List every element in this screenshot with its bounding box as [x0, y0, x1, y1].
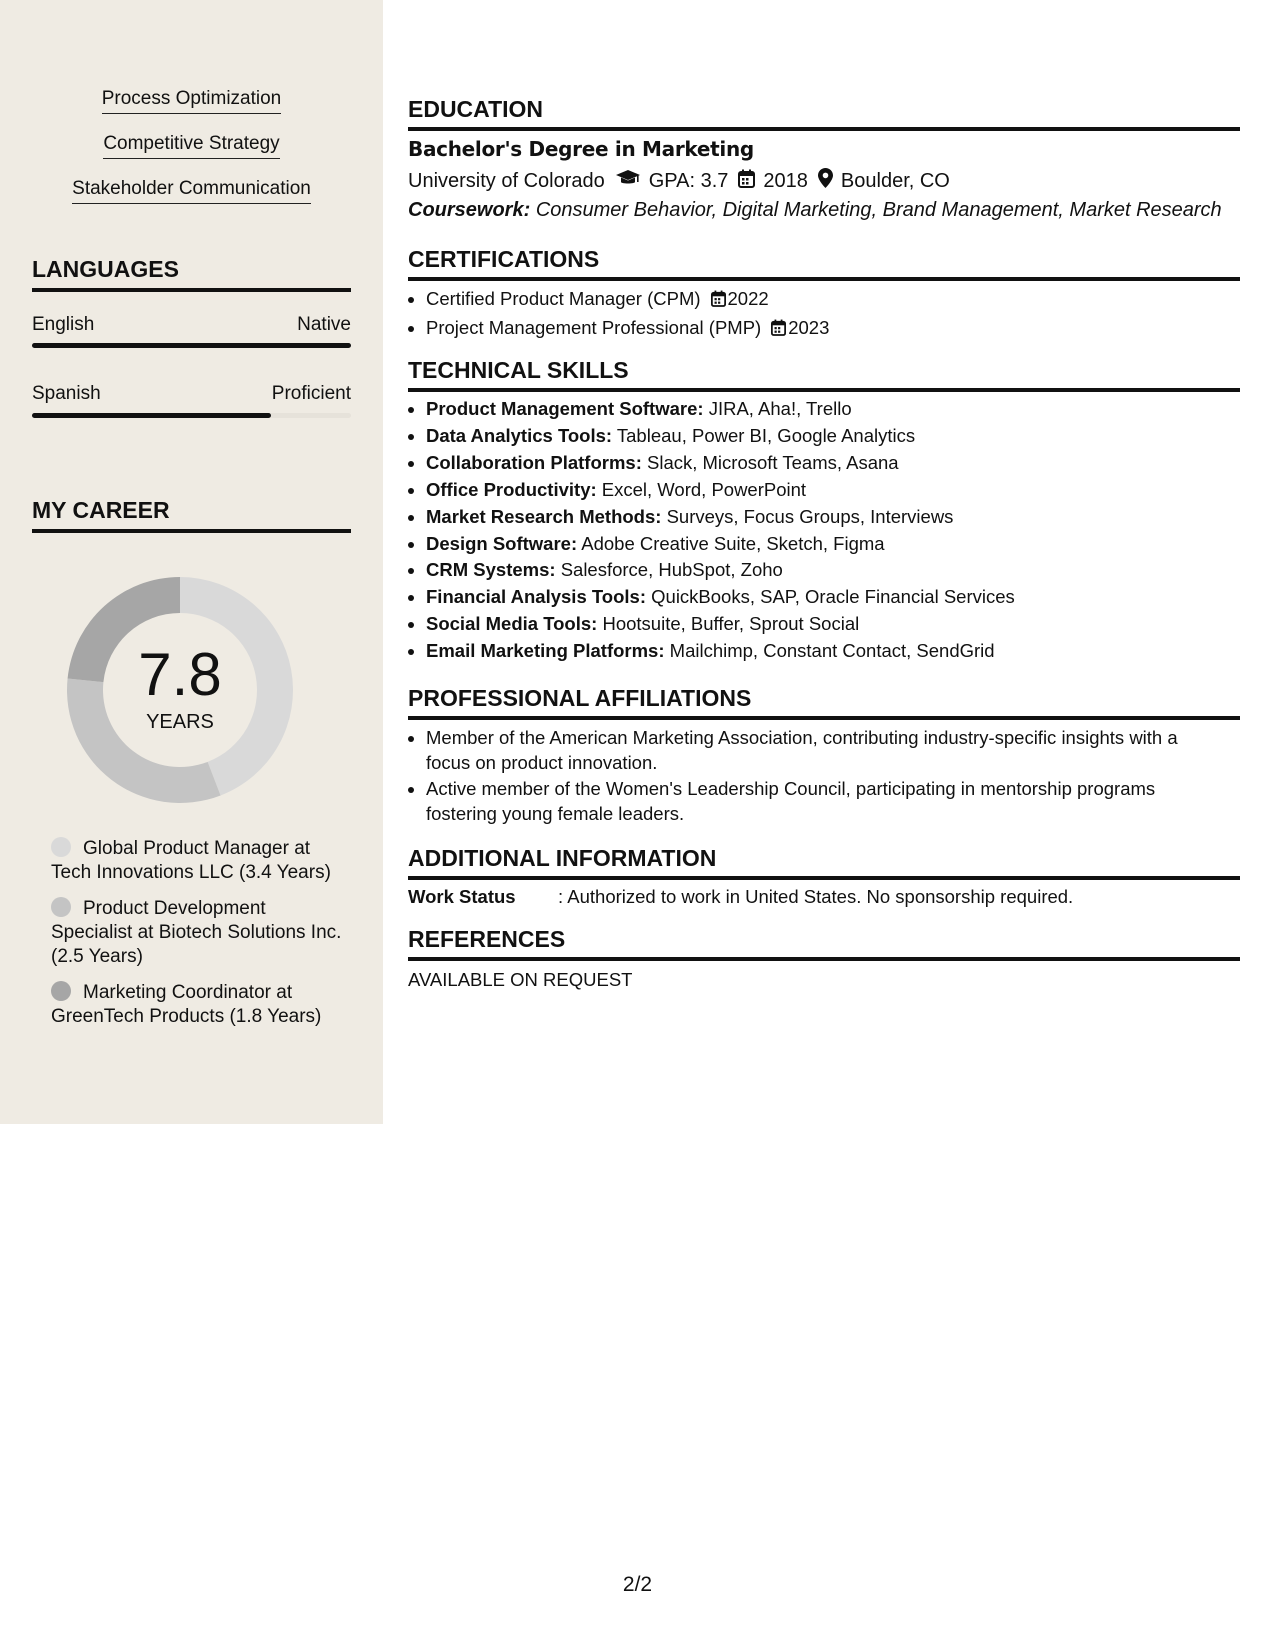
career-heading: MY CAREER [32, 497, 351, 533]
skill-values: Hootsuite, Buffer, Sprout Social [602, 613, 860, 635]
work-status-label: Work Status [408, 886, 516, 907]
career-legend [51, 837, 351, 1041]
list-item: • Member of the American Marketing Association, contributing industry-specific insights with a focus on product innovation. [426, 725, 1226, 775]
location-pin-icon [818, 168, 833, 194]
list-item [426, 611, 1226, 638]
skill-category: Social Media Tools: [426, 613, 598, 635]
career-total-value: 7.8 [138, 641, 222, 708]
skill-category: Product Management Software: [426, 398, 704, 419]
coursework [408, 199, 1222, 222]
language-row [32, 383, 351, 405]
skill-category: Office Productivity: [426, 478, 597, 500]
skill-values: QuickBooks, SAP, Oracle Financial Services [651, 586, 1015, 608]
skill-category: Email Marketing Platforms: [426, 640, 665, 662]
career-total-unit: YEARS [146, 711, 214, 733]
list-item [426, 557, 1226, 584]
language-row [32, 314, 351, 336]
language-level: Native [297, 314, 351, 335]
skill-category: Data Analytics Tools: [426, 424, 613, 446]
school-location: Boulder, CO [840, 169, 950, 192]
list-item [426, 314, 1226, 343]
education-heading: EDUCATION [408, 96, 1240, 131]
career-total [65, 575, 295, 805]
legend-label: Product Development Specialist at Biotech Solutions Inc. (2.5 Years) [51, 898, 342, 967]
skill-item: Competitive Strategy [103, 132, 279, 159]
page-number: 2/2 [622, 1573, 653, 1596]
skill-values: Adobe Creative Suite, Sketch, Figma [581, 532, 885, 554]
skill-values: Mailchimp, Constant Contact, SendGrid [669, 640, 995, 662]
degree: Bachelor's Degree in Marketing [408, 137, 754, 161]
skill-values: Salesforce, HubSpot, Zoho [560, 559, 783, 581]
certifications-heading: CERTIFICATIONS [408, 246, 1240, 281]
list-item [426, 638, 1226, 665]
references-heading: REFERENCES [408, 926, 1240, 961]
language-bar-fill [32, 343, 351, 348]
language-bar [32, 413, 351, 418]
list-item [426, 477, 1226, 504]
work-status-value: : Authorized to work in United States. No sponsorship required. [558, 886, 1074, 907]
certification-year: 2022 [727, 288, 769, 309]
graduation-year: 2018 [763, 169, 808, 192]
skill-category: Design Software: [426, 532, 578, 554]
skill-values: JIRA, Aha!, Trello [708, 398, 852, 419]
additional-info-heading: ADDITIONAL INFORMATION [408, 845, 1240, 880]
language-name: English [32, 314, 95, 335]
gpa: GPA: 3.7 [648, 169, 729, 192]
list-item [426, 285, 1226, 314]
legend-label: Marketing Coordinator at GreenTech Products (1.8 Years) [51, 982, 322, 1027]
references-text: AVAILABLE ON REQUEST [408, 969, 633, 990]
sidebar [0, 0, 383, 1124]
list-item [426, 423, 1226, 450]
list-item [426, 396, 1226, 423]
certification-year: 2023 [788, 317, 830, 338]
skills-list [0, 87, 383, 222]
languages-heading: LANGUAGES [32, 256, 351, 292]
skill-item: Stakeholder Communication [72, 177, 311, 204]
skill-values: Slack, Microsoft Teams, Asana [647, 451, 899, 473]
skill-category: Market Research Methods: [426, 505, 662, 527]
legend-item [51, 837, 351, 885]
skill-category: CRM Systems: [426, 559, 556, 581]
skill-category: Financial Analysis Tools: [426, 586, 646, 608]
skill-item: Process Optimization [102, 87, 282, 114]
education-details [408, 168, 950, 194]
technical-skills-heading: TECHNICAL SKILLS [408, 357, 1240, 392]
legend-item [51, 981, 351, 1029]
language-bar [32, 343, 351, 348]
calendar-icon [711, 287, 726, 314]
work-status [408, 886, 1073, 908]
language-level: Proficient [271, 383, 351, 404]
coursework-label: Coursework: [408, 199, 531, 221]
legend-dot [51, 981, 71, 1001]
skill-values: Tableau, Power BI, Google Analytics [616, 424, 916, 446]
coursework-value: Consumer Behavior, Digital Marketing, Brand Management, Market Research [535, 199, 1222, 221]
skill-category: Collaboration Platforms: [426, 451, 642, 473]
calendar-icon [738, 169, 755, 194]
legend-label: Global Product Manager at Tech Innovations LLC (3.4 Years) [51, 838, 331, 883]
skill-values: Excel, Word, PowerPoint [601, 478, 807, 500]
affiliations-list [426, 725, 1226, 827]
technical-skills-list [426, 396, 1226, 665]
legend-item [51, 897, 351, 969]
legend-dot [51, 897, 71, 917]
certifications-list [426, 285, 1226, 343]
list-item [426, 584, 1226, 611]
affiliations-heading: PROFESSIONAL AFFILIATIONS [408, 685, 1240, 720]
graduation-cap-icon [615, 169, 641, 193]
calendar-icon [771, 316, 786, 343]
list-item [426, 531, 1226, 558]
certification-name: Project Management Professional (PMP) [426, 317, 762, 338]
list-item: • Active member of the Women's Leadership Council, participating in mentorship programs fostering young female leaders. [426, 776, 1226, 826]
language-name: Spanish [32, 383, 101, 404]
skill-values: Surveys, Focus Groups, Interviews [666, 505, 954, 527]
language-bar-fill [32, 413, 271, 418]
list-item [426, 504, 1226, 531]
list-item [426, 450, 1226, 477]
legend-dot [51, 837, 71, 857]
certification-name: Certified Product Manager (CPM) [426, 288, 701, 309]
school: University of Colorado [408, 169, 605, 192]
